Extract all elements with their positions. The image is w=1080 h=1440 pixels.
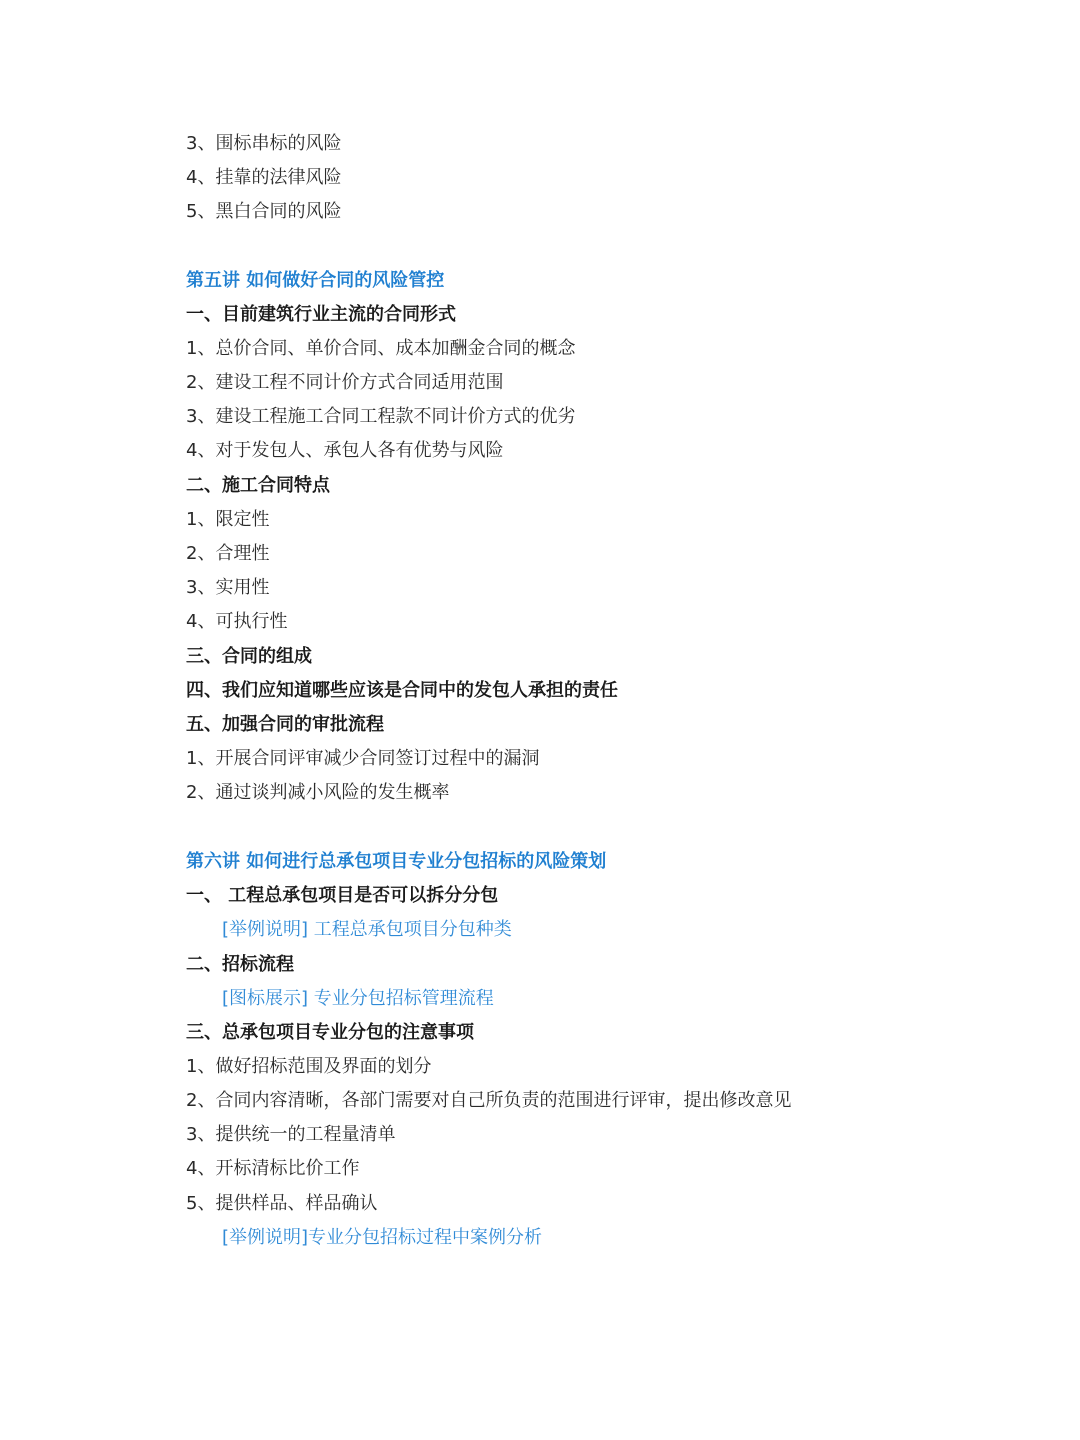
list-item: 1、限定性 [186,509,270,530]
section-heading: 一、 工程总承包项目是否可以拆分分包 [186,885,499,906]
section-heading: 二、招标流程 [186,954,294,975]
list-item: 4、挂靠的法律风险 [186,167,342,188]
list-item: 1、做好招标范围及界面的划分 [186,1056,432,1077]
list-item: 2、合理性 [186,543,270,564]
list-item: 2、合同内容清晰，各部门需要对自己所负责的范围进行评审，提出修改意见 [186,1090,792,1111]
list-item: 3、提供统一的工程量清单 [186,1124,396,1145]
list-item: 3、围标串标的风险 [186,133,342,154]
list-item: 4、可执行性 [186,611,288,632]
list-item: 3、建设工程施工合同工程款不同计价方式的优劣 [186,406,576,427]
list-item: 3、实用性 [186,577,270,598]
list-item: 1、开展合同评审减少合同签订过程中的漏洞 [186,748,540,769]
section-heading: 二、施工合同特点 [186,475,330,496]
example-note: [图标展示] 专业分包招标管理流程 [222,988,494,1009]
chapter-title: 第六讲 如何进行总承包项目专业分包招标的风险策划 [186,851,607,872]
section-heading: 一、目前建筑行业主流的合同形式 [186,304,456,325]
section-heading: 四、我们应知道哪些应该是合同中的发包人承担的责任 [186,680,618,701]
list-item: 4、对于发包人、承包人各有优势与风险 [186,440,504,461]
list-item: 2、通过谈判减小风险的发生概率 [186,782,450,803]
section-heading: 三、总承包项目专业分包的注意事项 [186,1022,474,1043]
example-note: [举例说明]专业分包招标过程中案例分析 [222,1227,543,1248]
list-item: 1、总价合同、单价合同、成本加酬金合同的概念 [186,338,576,359]
section-heading: 五、加强合同的审批流程 [186,714,384,735]
list-item: 5、黑白合同的风险 [186,201,342,222]
list-item: 4、开标清标比价工作 [186,1158,360,1179]
list-item: 2、建设工程不同计价方式合同适用范围 [186,372,504,393]
list-item: 5、提供样品、样品确认 [186,1193,378,1214]
example-note: [举例说明] 工程总承包项目分包种类 [222,919,512,940]
section-heading: 三、合同的组成 [186,646,312,667]
chapter-title: 第五讲 如何做好合同的风险管控 [186,270,445,291]
